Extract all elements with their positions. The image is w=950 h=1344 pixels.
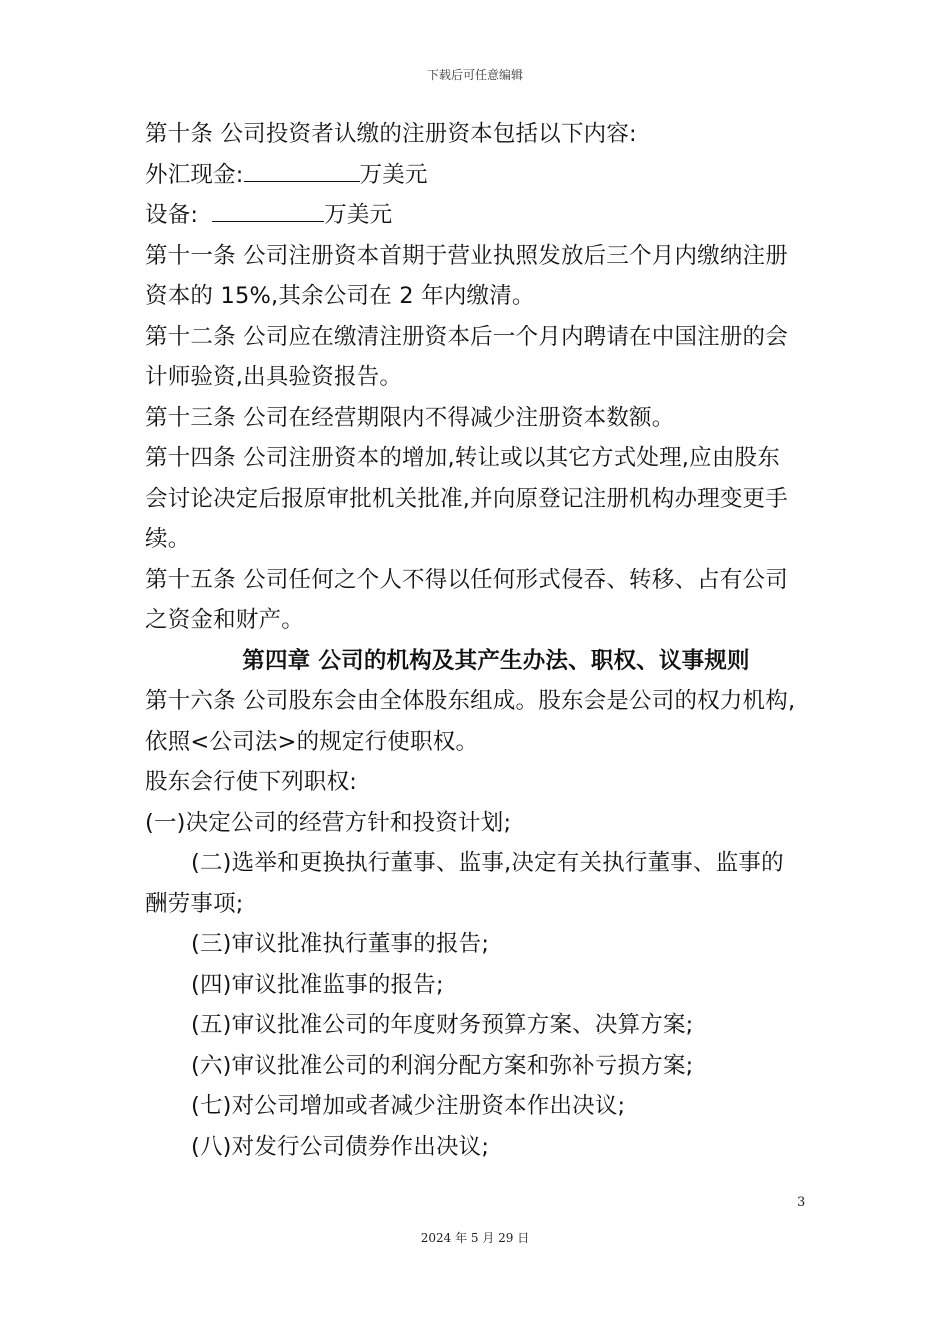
article-12-line-2: 计师验资,出具验资报告。	[145, 364, 403, 390]
equipment-blank-field	[212, 199, 324, 222]
power-item-5: (五)审议批准公司的年度财务预算方案、决算方案;	[191, 1012, 694, 1038]
chapter-4-heading: 第四章 公司的机构及其产生办法、职权、议事规则	[242, 647, 750, 674]
cash-unit: 万美元	[359, 161, 428, 188]
article-16-line-1: 第十六条 公司股东会由全体股东组成。股东会是公司的权力机构,	[145, 688, 796, 714]
powers-intro: 股东会行使下列职权:	[145, 769, 358, 795]
equipment-unit: 万美元	[324, 202, 393, 228]
page-number: 3	[797, 1195, 806, 1210]
power-item-4: (四)审议批准监事的报告;	[191, 971, 444, 998]
power-item-6: (六)审议批准公司的利润分配方案和弥补亏损方案;	[191, 1052, 694, 1079]
article-11-line-2: 资本的 15%,其余公司在 2 年内缴清。	[145, 283, 535, 309]
article-15-line-2: 之资金和财产。	[145, 607, 304, 633]
equipment-label: 设备:	[145, 202, 199, 228]
power-item-2-line-2: 酬劳事项;	[145, 890, 244, 917]
cash-label: 外汇现金:	[145, 161, 244, 188]
cash-blank-field	[244, 159, 360, 182]
page-header: 下载后可任意编辑	[426, 68, 523, 82]
article-15-line-1: 第十五条 公司任何之个人不得以任何形式侵吞、转移、占有公司	[145, 566, 788, 593]
article-16-line-2: 依照<公司法>的规定行使职权。	[145, 728, 479, 755]
power-item-1: (一)决定公司的经营方针和投资计划;	[145, 809, 512, 836]
article-10: 第十条 公司投资者认缴的注册资本包括以下内容:	[145, 121, 637, 147]
power-item-8: (八)对发行公司债券作出决议;	[191, 1133, 490, 1160]
power-item-7: (七)对公司增加或者减少注册资本作出决议;	[191, 1093, 626, 1119]
power-item-2-line-1: (二)选举和更换执行董事、监事,决定有关执行董事、监事的	[191, 850, 784, 876]
article-11-line-1: 第十一条 公司注册资本首期于营业执照发放后三个月内缴纳注册	[145, 242, 788, 269]
footer-date: 2024 年 5 月 29 日	[420, 1231, 530, 1245]
article-14-line-2: 会讨论决定后报原审批机关批准,并向原登记注册机构办理变更手	[145, 485, 788, 512]
power-item-3: (三)审议批准执行董事的报告;	[191, 931, 490, 957]
document-body	[145, 114, 817, 1167]
equipment-contribution-line	[145, 195, 817, 236]
article-13: 第十三条 公司在经营期限内不得减少注册资本数额。	[145, 404, 675, 431]
article-12-line-1: 第十二条 公司应在缴清注册资本后一个月内聘请在中国注册的会	[145, 323, 788, 350]
article-14-line-3: 续。	[145, 526, 191, 552]
cash-contribution-line	[145, 155, 817, 196]
article-14-line-1: 第十四条 公司注册资本的增加,转让或以其它方式处理,应由股东	[145, 445, 780, 471]
